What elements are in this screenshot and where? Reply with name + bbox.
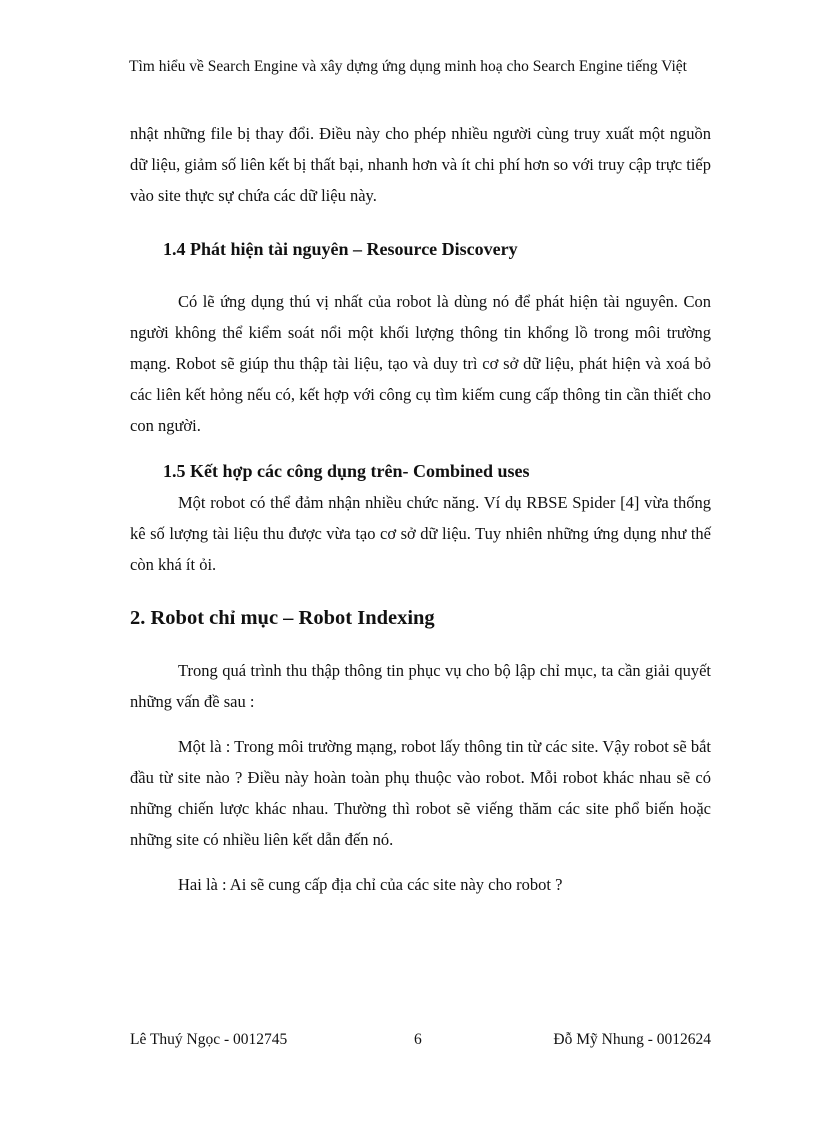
footer-author-left: Lê Thuý Ngọc - 0012745 bbox=[130, 1031, 288, 1048]
paragraph-point-one: Một là : Trong môi trường mạng, robot lấy thông tin từ các site. Vậy robot sẽ bắt đầu từ site nào ? Điều này hoàn toàn phụ thuộc vào robot. Mỗi robot khác nhau sẽ có những chiến lược khác nhau. Thường thì robot sẽ viếng thăm các site phổ biến hoặc những site có nhiều liên kết dẫn đến nó. bbox=[130, 737, 711, 849]
heading-2: 2. Robot chỉ mục – Robot Indexing bbox=[130, 607, 435, 629]
page-body bbox=[130, 118, 711, 900]
heading-1-5: 1.5 Kết hợp các công dụng trên- Combined uses bbox=[163, 461, 530, 481]
page-footer bbox=[130, 1031, 711, 1055]
heading-1-4: 1.4 Phát hiện tài nguyên – Resource Discovery bbox=[163, 239, 518, 259]
paragraph-resource-discovery: Có lẽ ứng dụng thú vị nhất của robot là dùng nó để phát hiện tài nguyên. Con người không thể kiểm soát nổi một khối lượng thông tin khổng lồ trong môi trường mạng. Robot sẽ giúp thu thập tài liệu, tạo và duy trì cơ sở dữ liệu, phát hiện và xoá bỏ các liên kết hỏng nếu có, kết hợp với công cụ tìm kiếm cung cấp thông tin cần thiết cho con người. bbox=[130, 292, 711, 435]
running-header: Tìm hiểu về Search Engine và xây dựng ứng dụng minh hoạ cho Search Engine tiếng Việt bbox=[129, 58, 687, 75]
footer-author-right: Đỗ Mỹ Nhung - 0012624 bbox=[553, 1031, 711, 1048]
paragraph-continuation: nhật những file bị thay đổi. Điều này cho phép nhiều người cùng truy xuất một nguồn dữ liệu, giảm số liên kết bị thất bại, nhanh hơn và ít chi phí hơn so với truy cập trực tiếp vào site thực sự chứa các dữ liệu này. bbox=[130, 124, 711, 205]
paragraph-combined-uses: Một robot có thể đảm nhận nhiều chức năng. Ví dụ RBSE Spider [4] vừa thống kê số lượng tài liệu thu được vừa tạo cơ sở dữ liệu. Tuy nhiên những ứng dụng như thế còn khá ít ỏi. bbox=[130, 493, 711, 574]
page-number: 6 bbox=[414, 1031, 422, 1048]
paragraph-indexing-intro: Trong quá trình thu thập thông tin phục vụ cho bộ lập chỉ mục, ta cần giải quyết những vấn đề sau : bbox=[130, 661, 711, 711]
paragraph-point-two: Hai là : Ai sẽ cung cấp địa chỉ của các site này cho robot ? bbox=[178, 875, 563, 894]
